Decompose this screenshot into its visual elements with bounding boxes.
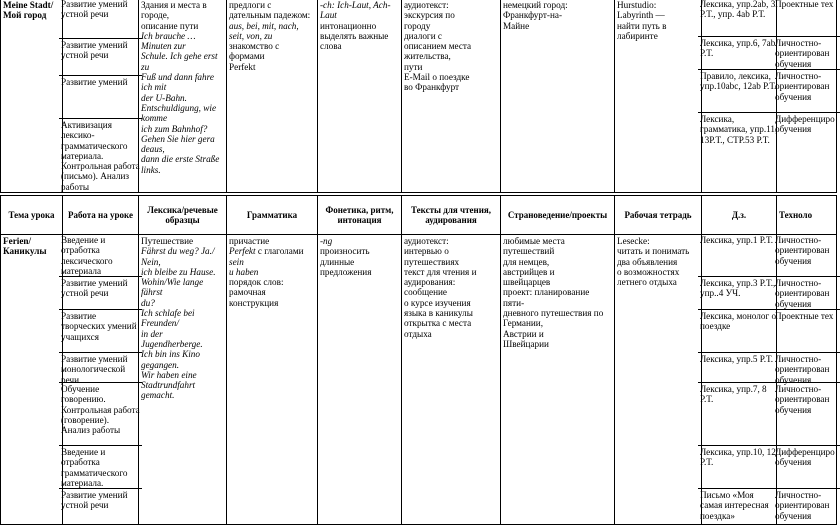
work-item: Развитие умений устной речи xyxy=(59,488,142,512)
homework-item: Лексика, упр.10, 12 Р.Т. xyxy=(698,445,780,488)
header-work: Работа на уроке xyxy=(63,196,139,235)
homework-cell xyxy=(702,235,777,525)
header-workbook: Рабочая тетрадь xyxy=(615,196,702,235)
texts-cell: аудиотекст: интервью о путешествиях текст для чтения и аудирования: сообщение о курсе изучения языка в каникулы открытка с места отдыха xyxy=(402,235,501,525)
header-technology: Техноло xyxy=(777,196,837,235)
work-item: Введение и отработка грамматического материала. xyxy=(59,445,142,488)
country-cell: немецкий город: Франкфурт-на- Майне xyxy=(501,0,615,193)
texts-cell: аудиотекст: экскурсия по городу диалоги с описанием места жительства, пути E-Mail о поездке во Франкфурт xyxy=(402,0,501,193)
grammar-cell: предлоги с дательным падежом: aus, bei, mit, nach, seit, von, zu знакомство с формами Perfekt xyxy=(227,0,318,193)
technology-item: Личностно-ориентирован обучения xyxy=(773,352,840,382)
topic-cell: Ferien/ Каникулы xyxy=(1,235,63,525)
workbook-cell: Hurstudio: Labyrinth — найти путь в лабиринте xyxy=(615,0,702,193)
homework-item: Лексика, упр.1 Р.Т. xyxy=(700,235,774,245)
work-item: Развитие творческих умений учащихся xyxy=(59,309,142,352)
phonetics-cell: -ch: Ich-Laut, Ach-Laut интонационно выделять важные слова xyxy=(318,0,402,193)
technology-item: Личностно-ориентирован обучения xyxy=(775,235,830,266)
country-cell: любимые места путешествий для немцев, австрийцев и швейцарцев проект: планирование пяти- дневного путешествия по Германии, Австрии и Швейцарии xyxy=(501,235,615,525)
header-country: Страноведение/проекты xyxy=(501,196,615,235)
homework-item: Лексика, упр.6, 7ab Р.Т. xyxy=(698,36,780,69)
work-cell xyxy=(63,0,139,193)
homework-item: Лексика, монолог о поездке xyxy=(698,309,780,352)
table-header-row xyxy=(1,196,837,235)
header-homework: Д.з. xyxy=(702,196,777,235)
work-item: Введение и отработка лексического материала xyxy=(61,235,113,276)
topic-cell: Meine Stadt/ Мой город xyxy=(1,0,63,193)
work-item: Развитие умений устной речи xyxy=(61,0,128,20)
work-item: Развитие умений устной речи xyxy=(59,38,142,75)
header-vocab: Лексика/речевые образцы xyxy=(139,196,227,235)
technology-item: Дифференциро обучения xyxy=(773,445,840,488)
homework-item: Лексика, упр.7, 8 Р.Т. xyxy=(698,382,780,445)
technology-cell xyxy=(777,235,837,525)
technology-item: Проектные тех xyxy=(775,0,834,9)
homework-item: Правило, лексика, упр.10abc, 12ab Р.Т. xyxy=(698,69,780,112)
technology-item: Дифференциро обучения xyxy=(773,112,840,136)
vocab-cell: Здания и места в городе, описание пути Ich brauche … Minuten zur Schule. Ich gehe erst zu Fuß und dann fahre ich mit der U-Bahn. Entschuldigung, wie komme ich zum Bahnhof? Gehen Sie hier gera deaus, dann die erste Straße links. xyxy=(139,0,227,193)
technology-item: Личностно-ориентирован обучения xyxy=(773,69,840,112)
work-item: Развитие умений xyxy=(59,75,142,118)
homework-item: Лексика, упр.5 Р.Т. xyxy=(698,352,780,382)
homework-item: Лексика, упр.3 Р.Т., упр..4 УЧ. xyxy=(698,276,780,309)
header-texts: Тексты для чтения, аудирования xyxy=(402,196,501,235)
homework-item: Лексика, грамматика, упр.11, 13Р.Т., СТР.53 Р.Т. xyxy=(698,112,780,146)
technology-item: Личностно-ориентирован обучения xyxy=(773,36,840,69)
grammar-cell: причастие Perfekt с глаголами sein и haben порядок слов: рамочная конструкция xyxy=(227,235,318,525)
vocab-cell: Путешествие Fährst du weg? Ja./ Nein, ich bleibe zu Hause. Wohin/Wie lange fährst du? Ich schlafe bei Freunden/ in der Jugendherberge. Ich bin ins Kino gegangen. Wir haben eine Stadtrundfahrt gemacht. xyxy=(139,235,227,525)
technology-item: Проектные тех xyxy=(773,309,840,352)
workbook-cell: Lesecke: читать и понимать два объявления о возможностях летнего отдыха xyxy=(615,235,702,525)
lesson-table-meine-stadt xyxy=(0,0,837,193)
technology-cell xyxy=(777,0,837,193)
header-grammar: Грамматика xyxy=(227,196,318,235)
work-item: Развитие умений монологической речи xyxy=(59,352,142,382)
work-item: Активизация лексико-грамматического материала. Контрольная работа (письмо). Анализ работы xyxy=(59,118,142,193)
homework-item: Лексика, упр.2ab, 3 Р.Т., упр. 4ab Р.Т. xyxy=(700,0,776,20)
work-cell xyxy=(63,235,139,525)
header-phonetics: Фонетика, ритм, интонация xyxy=(318,196,402,235)
technology-item: Личностно-ориентирован обучения xyxy=(773,382,840,445)
homework-item: Письмо «Моя самая интересная поездка» xyxy=(698,488,780,522)
lesson-table-ferien xyxy=(0,195,837,525)
work-item: Развитие умений устной речи xyxy=(59,276,142,309)
homework-cell xyxy=(702,0,777,193)
work-item: Обучение говорению. Контрольная работа (говорение). Анализ работы xyxy=(59,382,142,445)
technology-item: Личностно-ориентирован обучения xyxy=(773,276,840,309)
phonetics-cell: -ng произносить длинные предложения xyxy=(318,235,402,525)
technology-item: Личностно-ориентирован обучения xyxy=(773,488,840,522)
header-topic: Тема урока xyxy=(1,196,63,235)
